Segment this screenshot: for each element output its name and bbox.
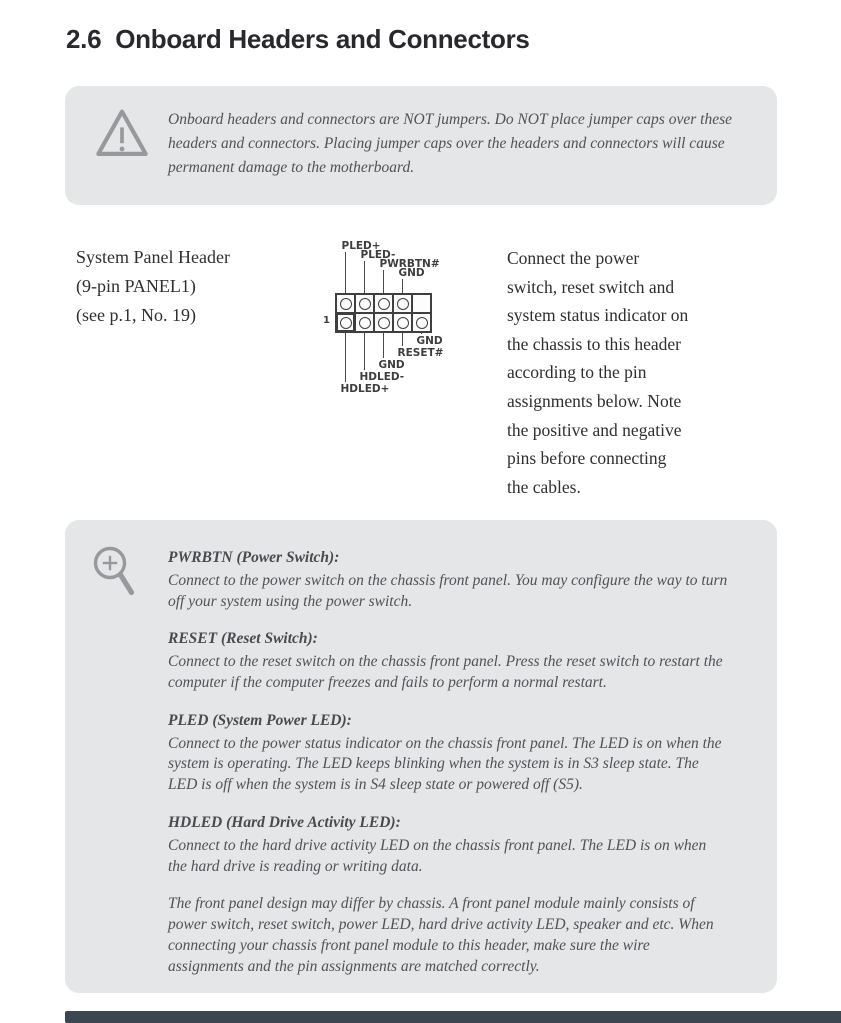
note-body-text: Connect to the reset switch on the chassis front panel. Press the reset switch to restart the computer if the computer freezes and fails to perform a normal restart. (168, 653, 723, 691)
pin-hole (340, 317, 352, 329)
note-heading: PWRBTN (Power Switch): (168, 549, 340, 566)
pin-label: HDLED- (359, 371, 405, 383)
pin-hole (397, 317, 409, 329)
note-body-text: The front panel design may differ by chassis. A front panel module mainly consists of power switch, reset switch, power LED, hard drive activity LED, speaker and etc. When connecting your chassis front panel module to this header, make sure the wire assignments and the pin assignments are matched correctly. (168, 895, 714, 975)
pin-cell (354, 312, 375, 333)
description-line: system status indicator on (507, 305, 689, 326)
note-body-text: Connect to the power status indicator on the chassis front panel. The LED is on when the system is operating. The LED keeps blinking when the system is in S3 sleep state. The LED is off when the system is in S4 sleep state or powered off (S5). (168, 734, 722, 794)
pin-cell (411, 293, 432, 314)
description-line: the cables. (507, 476, 581, 497)
pin-hole (378, 298, 390, 310)
page-title (66, 24, 530, 55)
warning-note-box (65, 86, 777, 205)
pin-cell (373, 293, 394, 314)
pin-leader-line (402, 332, 403, 346)
header-name-line: System Panel Header (76, 247, 230, 267)
pin-leader-line (402, 279, 403, 294)
header-name-line: (9-pin PANEL1) (76, 276, 196, 296)
pin-leader-line (383, 270, 384, 294)
pin-leader-line (345, 332, 346, 382)
pin-label: GND (378, 359, 405, 371)
page-footer-bar (65, 1011, 841, 1023)
note-body-text: Connect to the power switch on the chassis front panel. You may configure the way to turn off your system using the power switch. (168, 571, 728, 610)
note-section (168, 548, 728, 612)
note-section (168, 629, 728, 693)
system-panel-pin-diagram (320, 236, 530, 406)
pin-label: PLED+ (341, 240, 381, 252)
pin-hole (378, 317, 390, 329)
warning-triangle-icon (94, 107, 150, 159)
description-line: switch, reset switch and (507, 276, 675, 297)
pin-label: HDLED+ (340, 383, 390, 395)
description-line: the chassis to this header (507, 333, 681, 354)
pin-leader-line (364, 261, 365, 294)
pin-cell (392, 312, 413, 333)
pin-hole (359, 317, 371, 329)
note-section (168, 894, 728, 977)
description-line: assignments below. Note (507, 390, 682, 411)
pin-label: GND (398, 267, 425, 279)
note-section (168, 711, 728, 796)
section-title-text: Onboard Headers and Connectors (115, 24, 530, 54)
note-heading: RESET (Reset Switch): (168, 630, 318, 648)
note-section (168, 813, 728, 877)
pin-cell (354, 293, 375, 314)
pin-leader-line (364, 332, 365, 370)
pin-label: PWRBTN# (379, 258, 440, 270)
note-heading: PLED (System Power LED): (168, 711, 352, 729)
description-line: Connect the power (507, 248, 640, 268)
note-content (168, 548, 728, 995)
magnifier-icon (93, 546, 139, 604)
note-heading: HDLED (Hard Drive Activity LED): (168, 813, 401, 831)
description-line: pins before connecting (507, 448, 667, 469)
pin-cell (411, 312, 432, 333)
note-body-text: Connect to the hard drive activity LED on the chassis front panel. The LED is on when the hard drive is reading or writing data. (168, 836, 707, 875)
pin-hole (416, 317, 428, 329)
pin-hole (340, 298, 352, 310)
pin-label: RESET# (397, 347, 444, 359)
pin-label: GND (416, 335, 443, 347)
pin1-marker: 1 (323, 315, 330, 326)
description-line: the positive and negative (507, 419, 682, 440)
pin-leader-line (383, 332, 384, 358)
pin-leader-line (345, 252, 346, 294)
pin-cell (335, 312, 356, 333)
pin-hole (359, 298, 371, 310)
pin-cell (335, 293, 356, 314)
header-name-line: (see p.1, No. 19) (76, 305, 196, 325)
pin-label: PLED- (360, 249, 396, 261)
description-line: according to the pin (507, 362, 647, 383)
pin-cell (392, 293, 413, 314)
pin-leader-line (421, 332, 422, 334)
pin-cell (373, 312, 394, 333)
header-description-block (507, 244, 737, 501)
header-name-block (76, 243, 230, 330)
info-note-box (65, 520, 777, 993)
warning-text: Onboard headers and connectors are NOT jumpers. Do NOT place jumper caps over these headers and connectors. Placing jumper caps over the headers and connectors will cause permanent damage to the motherboard. (168, 111, 732, 176)
pin-hole (397, 298, 409, 310)
section-number: 2.6 (66, 24, 102, 54)
